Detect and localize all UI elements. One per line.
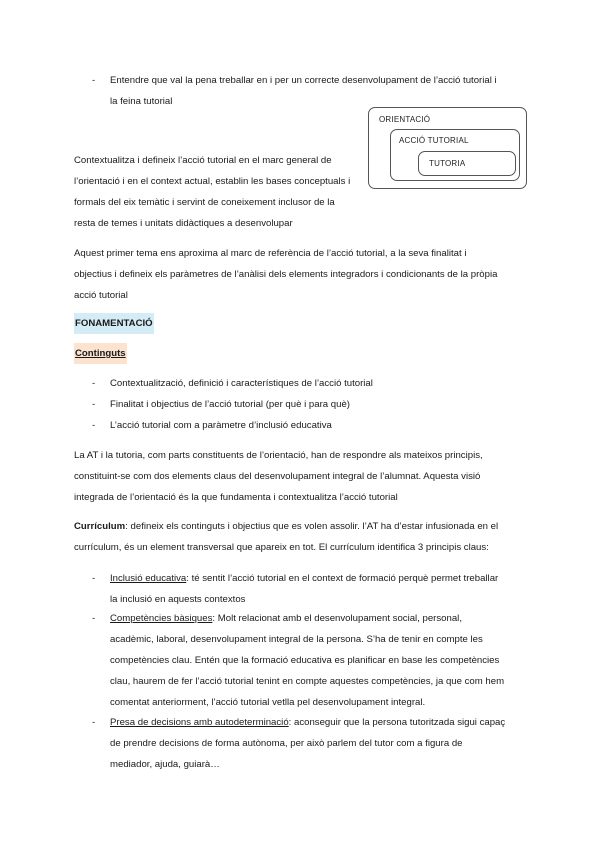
principle-line: comentat anteriorment, l’acció tutorial vetlla pel desenvolupament integral. — [110, 697, 426, 708]
intro-bullet-line: Entendre que val la pena treballar en i per un correcte desenvolupament de l’acció tutorial i — [110, 75, 497, 86]
bullet-marker: - — [92, 420, 96, 431]
principle-term: Inclusió educativa — [110, 573, 187, 584]
principle-text: : Molt relacionat amb el desenvolupament social, personal, — [212, 613, 462, 624]
fonamentacio-heading: FONAMENTACIÓ — [74, 313, 154, 334]
intro-bullet-line: la feina tutorial — [110, 96, 173, 107]
approach-paragraph-line: objectius i defineix els paràmetres de l’anàlisi dels elements integradors i condicionants de la pròpia — [74, 269, 498, 280]
context-paragraph-line: l’orientació i en el context actual, establin les bases conceptuals i — [74, 176, 351, 187]
continguts-heading: Continguts — [74, 343, 127, 364]
principle-line: la inclusió en aquests contextos — [110, 594, 246, 605]
context-paragraph-line: resta de temes i unitats didàctiques a desenvolupar — [74, 218, 293, 229]
at-paragraph-line: La AT i la tutoria, com parts constituents de l’orientació, han de respondre als mateixos principis, — [74, 450, 483, 461]
principle-line — [110, 608, 528, 629]
content-bullet: L’acció tutorial com a paràmetre d’inclusió educativa — [110, 420, 332, 431]
principle-term: Presa de decisions amb autodeterminació — [110, 717, 289, 728]
content-bullet: Finalitat i objectius de l’acció tutorial (per què i para què) — [110, 399, 350, 410]
curriculum-term: Currículum — [74, 521, 126, 532]
bullet-marker: - — [92, 573, 96, 584]
principle-line: acadèmic, laboral, desenvolupament integral de la persona. S’ha de tenir en compte les — [110, 634, 483, 645]
principle-term: Competències bàsiques — [110, 613, 213, 624]
context-paragraph-line: formals del eix temàtic i servint de coneixement inclusor de la — [74, 197, 335, 208]
principle-text: : aconseguir que la persona tutoritzada sigui capaç — [288, 717, 506, 728]
curriculum-paragraph-line: currículum, és un element transversal que apareix en tot. El currículum identifica 3 principis claus: — [74, 542, 489, 553]
orientacio-label: ORIENTACIÓ — [379, 115, 431, 124]
curriculum-definition: : defineix els continguts i objectius que es volen assolir. l’AT ha d’estar infusionada en el — [125, 521, 499, 532]
principle-line: clau, haurem de fer l’acció tutorial tenint en compte aquestes competències, ja que com hem — [110, 676, 505, 687]
approach-paragraph-line: acció tutorial — [74, 290, 128, 301]
principle-line: competències clau. Entén que la formació educativa es planificar en base les competències — [110, 655, 500, 666]
principle-text: : té sentit l’acció tutorial en el context de formació perquè permet treballar — [186, 573, 499, 584]
principle-line: mediador, ajuda, guiarà… — [110, 759, 220, 770]
tutoria-box — [418, 151, 516, 176]
curriculum-paragraph-line — [74, 516, 528, 537]
bullet-marker: - — [92, 75, 96, 86]
accio-tutorial-label: ACCIÓ TUTORIAL — [399, 136, 469, 145]
bullet-marker: - — [92, 717, 96, 728]
tutoria-label: TUTORIA — [429, 159, 466, 168]
context-paragraph-line: Contextualitza i defineix l’acció tutorial en el marc general de — [74, 155, 332, 166]
bullet-marker: - — [92, 399, 96, 410]
bullet-marker: - — [92, 378, 96, 389]
at-paragraph-line: constituint-se com dos elements claus del desenvolupament integral de l’alumnat. Aquesta visió — [74, 471, 481, 482]
principle-line: de prendre decisions de forma autònoma, per això parlem del tutor com a figura de — [110, 738, 463, 749]
approach-paragraph-line: Aquest primer tema ens aproxima al marc de referència de l’acció tutorial, a la seva finalitat i — [74, 248, 467, 259]
at-paragraph-line: integrada de l’orientació és la que fundamenta i contextualitza l’acció tutorial — [74, 492, 398, 503]
principle-line — [110, 712, 528, 733]
nested-scope-diagram — [368, 107, 527, 189]
bullet-marker: - — [92, 613, 96, 624]
principle-line — [110, 568, 528, 589]
content-bullet: Contextualització, definició i característiques de l’acció tutorial — [110, 378, 373, 389]
